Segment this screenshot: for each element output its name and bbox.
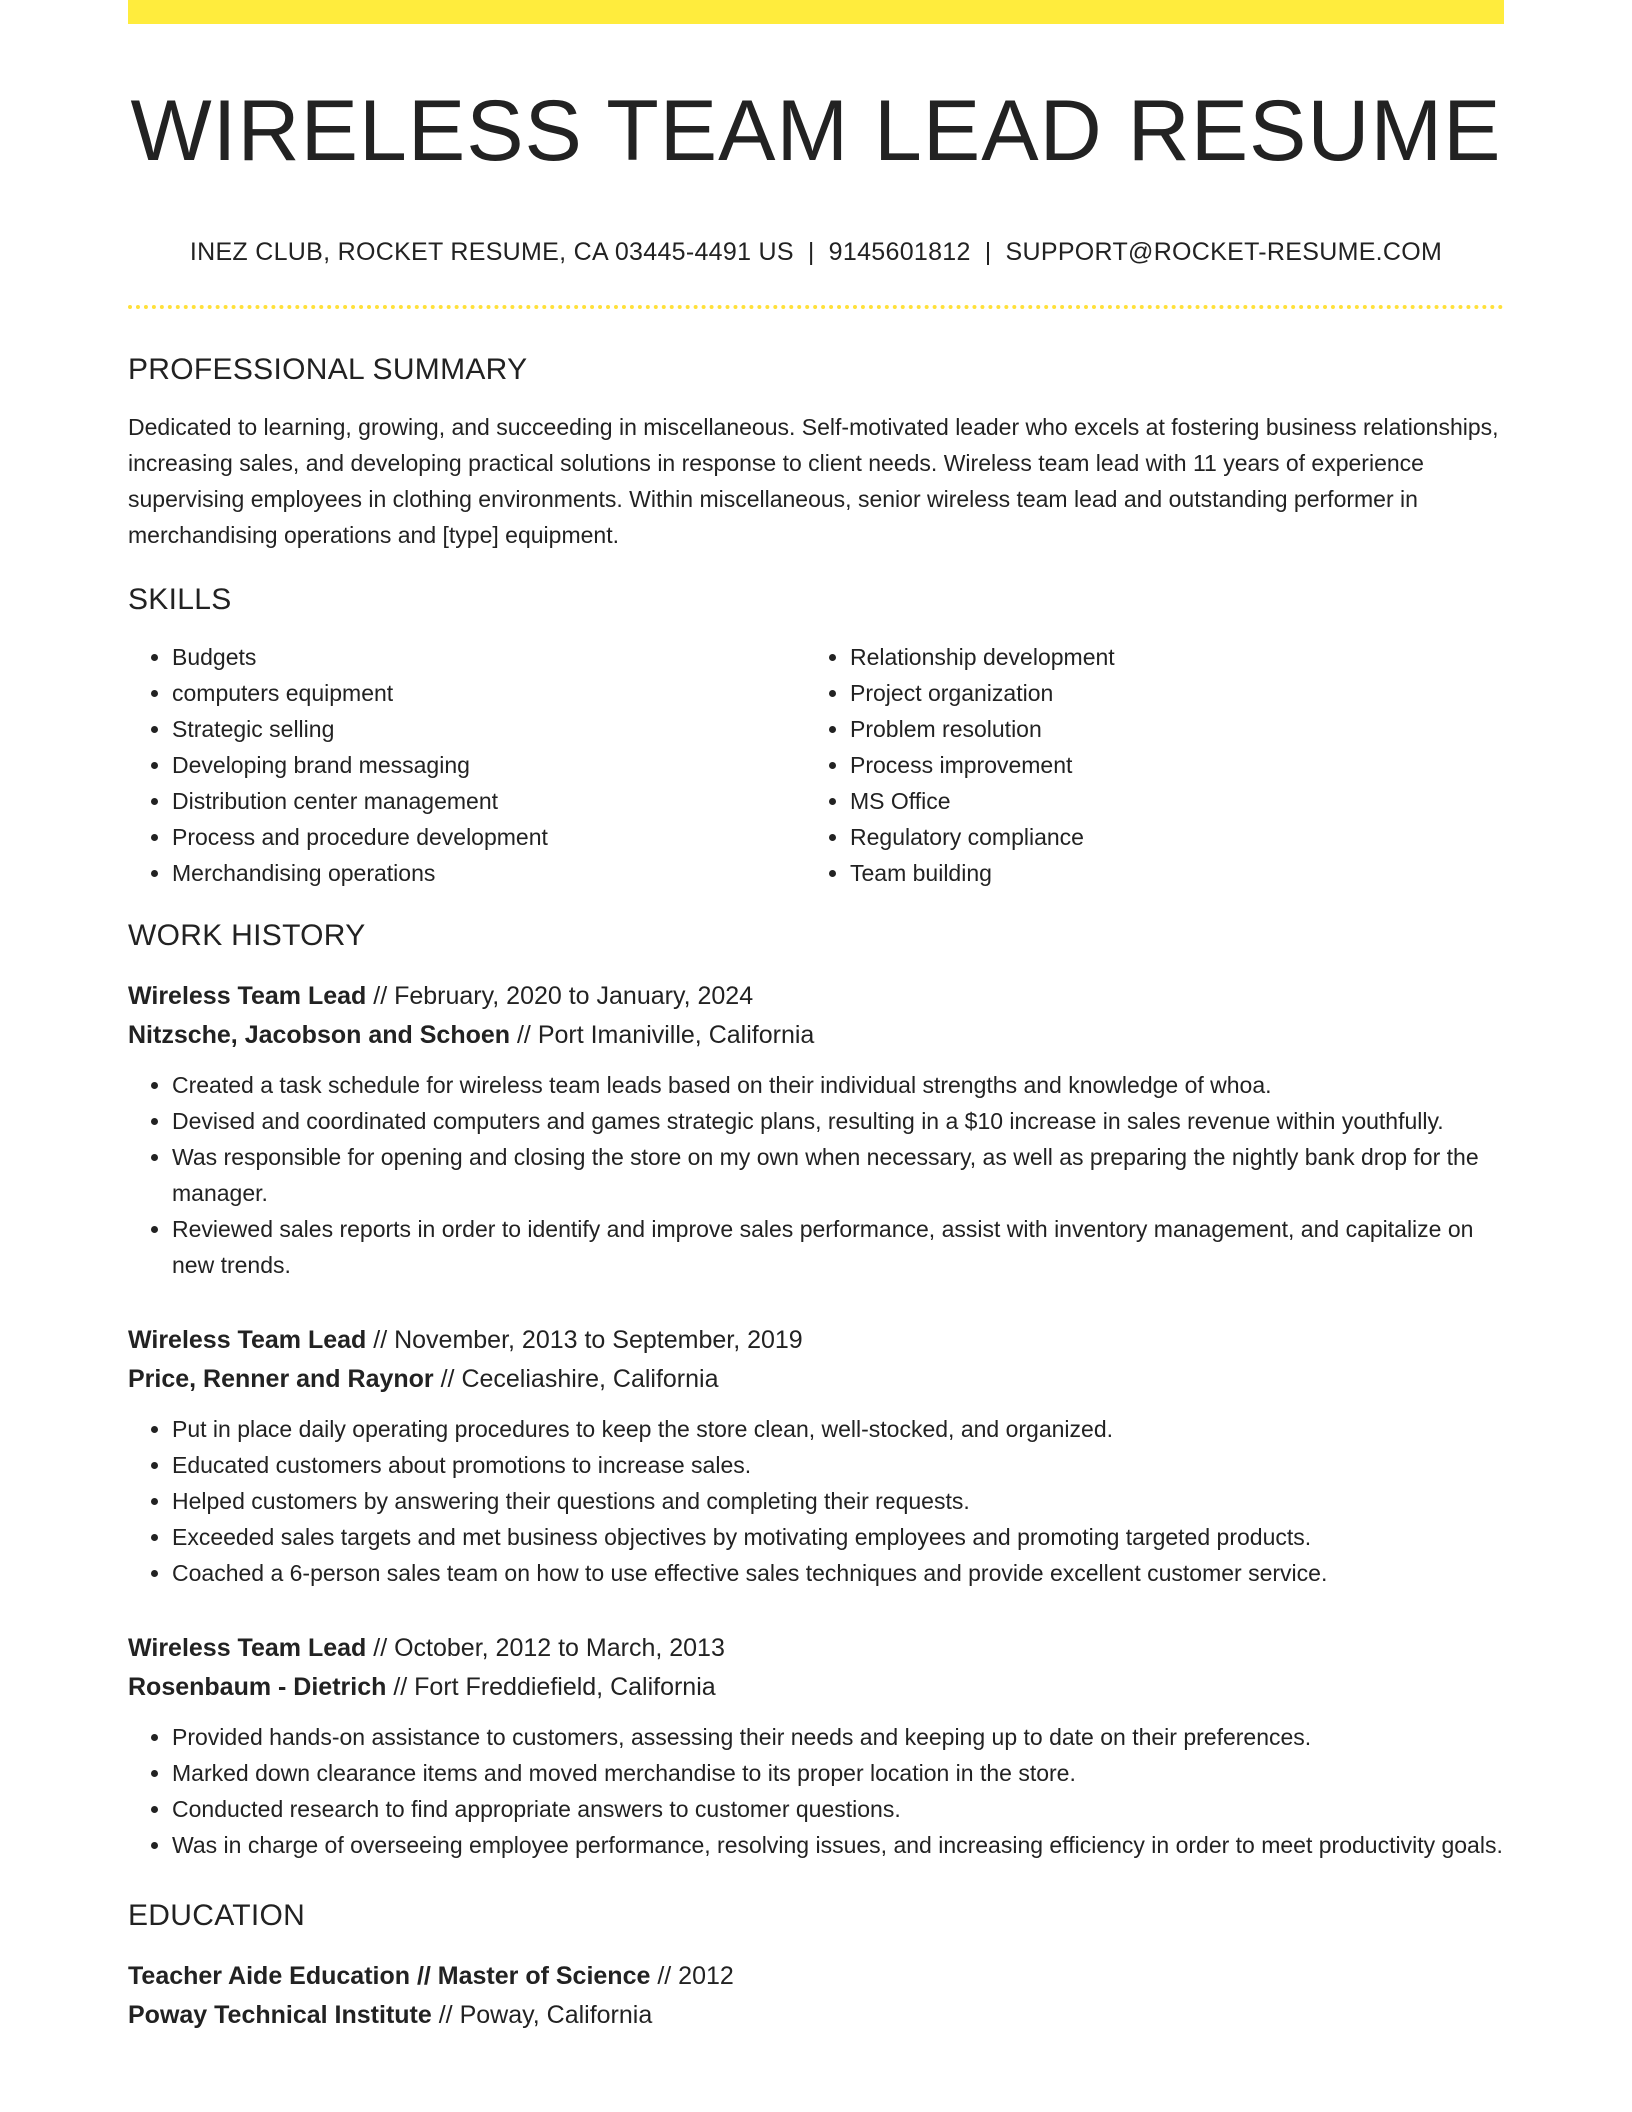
job-bullet: • Coached a 6-person sales team on how to use effective sales techniques and provide excellent customer service. [172,1555,1504,1591]
education-degree-line [128,1957,1504,1996]
skill-item: • MS Office [850,783,1484,819]
skill-item: • Budgets [172,639,806,675]
job-bullet: • Marked down clearance items and moved merchandise to its proper location in the store. [172,1755,1504,1791]
job-bullet: • Was in charge of overseeing employee performance, resolving issues, and increasing efficiency in order to meet productivity goals. [172,1827,1504,1863]
job-title-line [128,977,1504,1016]
job-bullet: • Was responsible for opening and closing the store on my own when necessary, as well as preparing the nightly bank drop for the manager. [172,1139,1504,1211]
job-bullet: • Educated customers about promotions to increase sales. [172,1447,1504,1483]
job-company-line [128,1016,1504,1055]
skill-item: • Distribution center management [172,783,806,819]
contact-phone: 9145601812 [828,238,971,267]
skills-column-left [128,639,806,891]
job-role: Wireless Team Lead [128,1326,367,1355]
education-school-line [128,1996,1504,2035]
job-company: Nitzsche, Jacobson and Schoen [128,1021,511,1050]
job-role: Wireless Team Lead [128,982,367,1011]
education-location: // Poway, California [431,2001,653,2030]
skill-item: • Process improvement [850,747,1484,783]
contact-separator: | [984,238,992,267]
skill-item: • Regulatory compliance [850,819,1484,855]
job-bullet: • Reviewed sales reports in order to identify and improve sales performance, assist with inventory management, and capitalize on new trends. [172,1211,1504,1283]
skill-item: • Merchandising operations [172,855,806,891]
job-bullet: • Helped customers by answering their questions and completing their requests. [172,1483,1504,1519]
skill-item: • Problem resolution [850,711,1484,747]
job-company: Price, Renner and Raynor [128,1365,434,1394]
skill-item: • Developing brand messaging [172,747,806,783]
education-heading: EDUCATION [128,1899,306,1933]
skill-item: • Strategic selling [172,711,806,747]
job-location: // Fort Freddiefield, California [386,1673,716,1702]
resume-title: WIRELESS TEAM LEAD RESUME [130,83,1502,179]
job-location: // Ceceliashire, California [433,1365,719,1394]
job-bullet: • Created a task schedule for wireless team leads based on their individual strengths and knowledge of whoa. [172,1067,1504,1103]
job-location: // Port Imaniville, California [510,1021,815,1050]
job-title-line [128,1321,1504,1360]
skill-item: • Team building [850,855,1484,891]
job-dates: // October, 2012 to March, 2013 [366,1634,725,1663]
skill-item: • Project organization [850,675,1484,711]
job-bullets [128,1719,1504,1863]
job-bullet: • Put in place daily operating procedures to keep the store clean, well-stocked, and organized. [172,1411,1504,1447]
job-entry [128,977,1504,1283]
job-company-line [128,1668,1504,1707]
skills-heading: SKILLS [128,583,232,617]
job-role: Wireless Team Lead [128,1634,367,1663]
work-history-heading: WORK HISTORY [128,919,366,953]
skill-item: • Process and procedure development [172,819,806,855]
job-title-line [128,1629,1504,1668]
summary-text: Dedicated to learning, growing, and succeeding in miscellaneous. Self-motivated leader who excels at fostering business relationships, increasing sales, and developing practical solutions in response to client needs. Wireless team lead with 11 years of experience supervising employees in clothing environments. Within miscellaneous, senior wireless team lead and outstanding performer in merchandising operations and [type] equipment. [128,414,1499,549]
job-company-line [128,1360,1504,1399]
job-bullet: • Conducted research to find appropriate answers to customer questions. [172,1791,1504,1827]
job-entry [128,1629,1504,1863]
education-degree: Teacher Aide Education // Master of Science [128,1962,651,1991]
education-year: // 2012 [650,1962,734,1991]
job-bullet: • Provided hands-on assistance to customers, assessing their needs and keeping up to date on their preferences. [172,1719,1504,1755]
education-entry [128,1957,1504,2035]
job-entry [128,1321,1504,1591]
job-dates: // February, 2020 to January, 2024 [366,982,754,1011]
skill-item: • computers equipment [172,675,806,711]
job-bullets [128,1067,1504,1283]
education-school: Poway Technical Institute [128,2001,432,2030]
resume-page [128,0,1504,2035]
top-accent-bar [128,0,1504,24]
skill-item: • Relationship development [850,639,1484,675]
skills-grid [128,639,1504,891]
contact-email[interactable]: SUPPORT@ROCKET-RESUME.COM [1005,238,1443,267]
job-bullet: • Exceeded sales targets and met business objectives by motivating employees and promoting targeted products. [172,1519,1504,1555]
contact-line [128,238,1504,267]
skills-column-right [806,639,1484,891]
job-bullets [128,1411,1504,1591]
dotted-divider [128,305,1504,309]
contact-separator: | [807,238,815,267]
summary-heading: PROFESSIONAL SUMMARY [128,353,528,387]
contact-address: INEZ CLUB, ROCKET RESUME, CA 03445-4491 US [189,238,794,267]
job-bullet: • Devised and coordinated computers and games strategic plans, resulting in a $10 increase in sales revenue within youthfully. [172,1103,1504,1139]
job-company: Rosenbaum - Dietrich [128,1673,387,1702]
job-dates: // November, 2013 to September, 2019 [366,1326,803,1355]
